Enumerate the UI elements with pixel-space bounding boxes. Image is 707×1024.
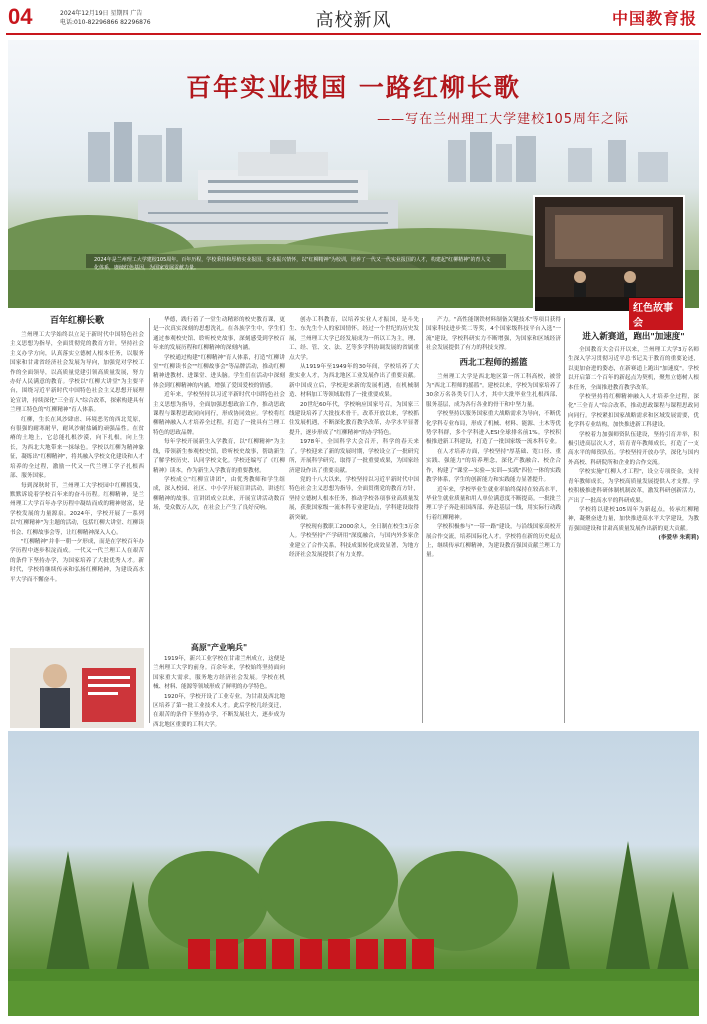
paragraph: 兰州理工大学始终以立足于新时代中国特色社会主义思想为指导，全面贯彻党的教育方针，坚持社会主义办学方向，认真落实立德树人根本任务，以服务国家和甘肃省经济社会发展为导向，加强党对学校工作的全面领导，以高质量党建引领高质量发展，努力办好人民满意的教育。学校以"红柳大讲堂"为主要平台，围绕习近平新时代中国特色社会主义思想开展理论宣讲，持续深化"三全育人"综合改革，探索构建具有兰理工特色的"红柳精神"育人体系。 [10, 332, 144, 414]
paragraph: 近年来，学校毕业生就业率始终保持在较高水平，毕业生就业质量和用人单位满意度不断提高。一批批兰理工学子奔赴祖国西部、奔赴基层一线，用实际行动践行着红柳精神。 [426, 486, 561, 521]
byline: (李爱华 朱莉莉) [658, 535, 699, 542]
paragraph: 党的十八大以来，学校坚持以习近平新时代中国特色社会主义思想为指导，全面贯彻党的教育方针，坚持立德树人根本任务，推动学校各项事业高质量发展，获批国家级一流本科专业建设点，学科建设取得新突破。 [289, 476, 419, 521]
campus-gate-illustration [8, 731, 699, 1016]
article-column-5 [568, 346, 699, 727]
inset-label: 红色故事会 [629, 298, 683, 330]
column-divider [564, 318, 565, 723]
article-column-2-lower [153, 641, 285, 727]
paper-logo: 中国教育报 [611, 9, 697, 28]
paragraph: 学校通过构建"红柳精神"育人体系，打造"红柳讲堂""红柳读书会""红柳故事会"等品牌活动，推动红柳精神进教材、进课堂、进头脑。学生们在活动中深刻体会到红柳精神的内涵，增强了爱国爱校的情感。 [153, 354, 285, 389]
section-title: 高校新风 [315, 10, 392, 31]
paragraph: 学校坚持将红柳精神融入人才培养全过程，深化"三全育人"综合改革，推动思政课程与课程思政同向同行。学校紧扣国家战略需求和区域发展需要，优化学科专业结构，加快推进新工科建设。 [568, 394, 699, 429]
figure-illustration [10, 648, 144, 728]
phone-line: 电话:010-82296866 82296876 [60, 19, 151, 26]
paragraph: 从1919年至1949年的30年间，学校培养了大批实业人才，为西北地区工业发展作出了重要贡献。新中国成立后，学校迎来新的发展机遇，在机械制造、材料加工等领域取得了一批重要成果。 [289, 364, 419, 399]
col5-heading: 进入新赛道，跑出"加速度" [582, 332, 685, 342]
paragraph: 1978年，全国科学大会召开，科学的春天来了。学校迎来了新的发展时期，学校设立了一批研究所，开展科学研究，取得了一批重要成果，为国家经济建设作出了重要贡献。 [289, 439, 419, 474]
date-line: 2024年12月19日 星期四 广告 [60, 10, 143, 17]
col1-heading: 百年红柳长歌 [49, 316, 104, 326]
paragraph: 20世纪60年代，学校响应国家号召，为国家三线建设培养了大批技术骨干。改革开放以来，学校抓住发展机遇，不断深化教育教学改革，办学水平显著提升，逐步形成了"红柳精神"的办学特色。 [289, 401, 419, 436]
col4-heading: 西北工程师的摇篮 [459, 357, 528, 368]
paragraph: 学校现有教职工2000余人，全日制在校生3万余人。学校坚持"产学研用"深度融合，与国内外多家企业建立了合作关系，科技成果转化成效显著，为地方经济社会发展提供了有力支撑。 [289, 523, 419, 559]
article-column-2 [153, 316, 285, 638]
paragraph: 兰州理工大学是西北地区第一所工科高校，被誉为"西北工程师的摇篮"。建校以来，学校为国家培养了30余万名各类专门人才，其中大批毕业生扎根西部、服务基层，成为各行各业的骨干和中坚力量。 [426, 373, 561, 408]
article-column-3 [289, 316, 419, 727]
column-divider [149, 318, 150, 723]
paragraph: 红柳，生长在风沙肆虐、环境恶劣的西北荒原，有很强的耐寒耐旱，耐风沙耐盐碱的顽强品性。在贫瘠的土地上，它总能扎根沙漠，向下扎根，向上生长，为西北大地带来一抹绿色。学校以红柳为精神象征，凝练出"红柳精神"，将其融入学校文化建设和人才培养的全过程，激励一代又一代兰理工学子扎根西部、服务国家。 [10, 416, 144, 480]
paragraph: 学校成立"红柳宣讲团"，由优秀教师和学生组成，深入校园、社区、中小学开展宣讲活动，讲述红柳精神的故事。宣讲团成立以来，开展宣讲活动数百场，受众数万人次，在社会上产生了良好反响。 [153, 476, 285, 512]
stage-illustration [535, 197, 683, 311]
article-column-1 [10, 314, 144, 644]
paragraph: 1920年，学校开设了工业专业，为甘肃及西北地区培养了第一批工业技术人才。此后学校几经变迁，在艰苦的条件下坚持办学，不断发展壮大，逐步成为西北地区重要的工科大学。 [153, 693, 285, 727]
paragraph: 1919年，新兴工业学校在甘肃兰州成立，这便是兰州理工大学的前身。百余年来，学校始终坚持面向国家重大需求，服务地方经济社会发展。学校在机械、材料、能源等领域形成了鲜明的办学特色。 [153, 656, 285, 691]
hero-caption: 2024年是兰州理工大学建校105周年。百年历程，学校秉持和厚植实业报国、实业振兴情怀，以"红柳精神"为校训，培养了一代又一代实业报国的人才，构建起"红柳精神"的育人文化体系，赓续红色基因，为国家发展贡献力量。 [94, 257, 491, 271]
paragraph: 学校实施"红柳人才工程"，设立专项资金，支持青年教师成长，为学校高质量发展提供人才支撑。学校积极推进科研体制机制改革，激发科研创新活力，产出了一批高水平的科研成果。 [568, 469, 699, 504]
masthead [0, 0, 707, 36]
footer-photo [8, 731, 699, 1016]
paragraph: 产力。"高性能钢铁材料制备关键技术"等项目获得国家科技进步奖二等奖，4个国家级科技平台入选"一流"建设，学校科研实力不断增强，为国家和区域经济社会发展提供了有力的科技支撑。 [426, 317, 561, 352]
paragraph: 学校将以建校105周年为新起点，传承红柳精神，凝聚奋进力量，加快推进高水平大学建设，为教育强国建设和甘肃高质量发展作出新的更大贡献。 [568, 506, 699, 532]
page-number: 04 [8, 4, 33, 29]
hero-subtitle: ——写在兰州理工大学建校105周年之际 [377, 112, 629, 127]
paragraph: 每到深秋时节，兰州理工大学校园中红柳摇曳，默默诉说着学校百年来的奋斗历程。红柳精神，是兰州理工大学百年办学历程中凝结而成的精神财富，是学校发展的力量源泉。2024年，学校开展了一系列以"红柳精神"为主题的活动，包括红柳大讲堂、红柳读书会、红柳故事会等，让红柳精神深入人心。 [10, 482, 144, 536]
column-divider [422, 318, 423, 723]
inset-photo [533, 195, 685, 329]
col2-heading: 高原"产业响兵" [190, 642, 248, 652]
paragraph: "红柳精神"并非一朝一夕形成，而是在学校百年办学历程中逐步积淀而成。一代又一代兰理工人在艰苦的条件下坚持办学，为国家培养了大批优秀人才。新时代，学校将继续传承和弘扬红柳精神，为建设高水平大学而不懈奋斗。 [10, 538, 144, 583]
paragraph: 每年学校开展新生入学教育，以"红柳精神"为主线，带领新生参观校史馆，聆听校史故事，帮助新生了解学校历史、认同学校文化。学校还编写了《红柳精神》读本，作为新生入学教育的重要教材。 [153, 439, 285, 474]
col1-photo [10, 648, 144, 728]
article-column-4 [426, 316, 561, 727]
hero-title: 百年实业报国 一路红柳长歌 [186, 73, 521, 102]
paragraph: 在人才培养方面，学校坚持"厚基础、宽口径、重实践、强能力"的培养理念，深化产教融合、校企合作，构建了"课堂—实验—实训—实践"四位一体的实践教学体系，学生的创新能力和实践能力显著提升。 [426, 448, 561, 484]
masthead-rule [6, 33, 701, 35]
paragraph: 学校积极参与"一带一路"建设，与沿线国家高校开展合作交流，培养国际化人才。学校将在新的历史起点上，继续传承红柳精神，为建设教育强国贡献兰理工力量。 [426, 524, 561, 559]
paragraph: 创办工科教育，以培养实业人才振国，是斗先生、东先生个人的家国情怀。经过一个世纪的历史发展，兰州理工大学已经发展成为一所以工为主，理、工、经、管、文、法、艺等多学科协调发展的省属重点大学。 [289, 317, 419, 361]
paragraph: 华德，践行着了一堂生动精彩的校史教育课，更是一次真实深刻的思想洗礼。在各族学生中，学生们通过参观校史馆、聆听校史故事，深刻感受到学校百年来的发展历程和红柳精神的深刻内涵。 [153, 317, 285, 352]
paragraph: 学校着力加强师资队伍建设，坚持引育并举，积极引进高层次人才，培育青年教师成长，打造了一支高水平的师资队伍。学校坚持开放办学，深化与国内外高校、科研院所和企业的合作交流。 [568, 431, 699, 466]
paragraph: 近年来，学校坚持以习近平新时代中国特色社会主义思想为指导，全面加强思想政治工作，推动思政课程与课程思政同向同行，形成协同效应。学校将红柳精神融入人才培养全过程，打造了一批具有兰理工特色的思政品牌。 [153, 392, 285, 436]
paragraph: 全国教育大会召开以来，兰州理工大学3万名师生深入学习贯彻习近平总书记关于教育的重要论述，以更加奋进的姿态，在新赛道上跑出"加速度"。学校以开启第二个百年的新起点为契机，聚焦立德树人根本任务，全面推进教育教学改革。 [568, 347, 699, 391]
paragraph: 学校坚持以服务国家重大战略需求为导向，不断优化学科专业布局，形成了机械、材料、能源、土木等优势学科群，多个学科进入ESI全球排名前1%。学校积极推进新工科建设，打造了一批国家级一流本科专业。 [426, 411, 561, 446]
